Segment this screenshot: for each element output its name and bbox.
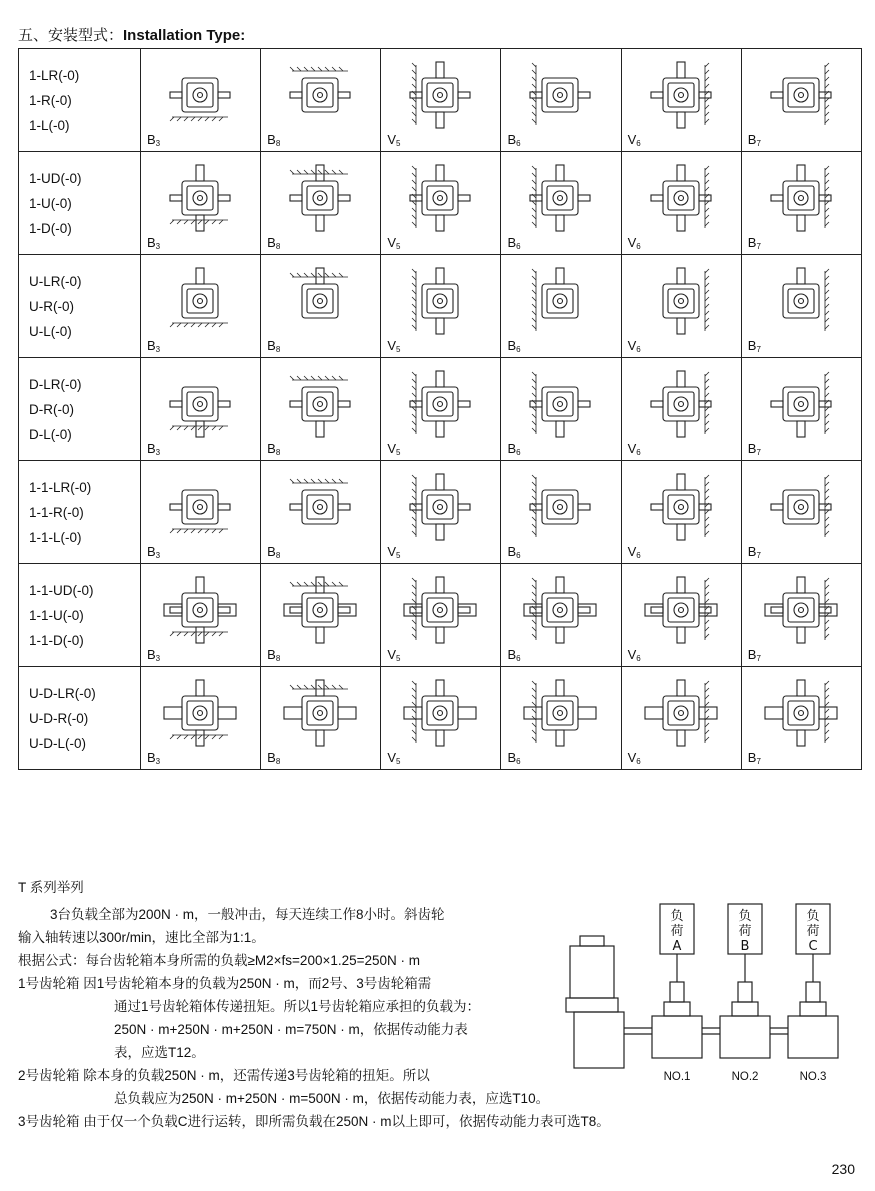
mounting-position-cell	[261, 667, 381, 770]
mounting-number: 6	[636, 757, 641, 766]
gearbox-mounting-drawing	[153, 158, 248, 236]
installation-code: 1-1-U(-0)	[29, 608, 84, 623]
mounting-number: 5	[395, 242, 401, 251]
installation-row-label	[19, 49, 141, 152]
mounting-number: 7	[756, 448, 761, 457]
gearbox-mounting-drawing	[754, 55, 849, 133]
mounting-position-cell	[381, 461, 501, 564]
gearbox-mounting-drawing	[153, 261, 248, 339]
mounting-number: 6	[516, 448, 521, 457]
mounting-number: 3	[155, 242, 161, 251]
mounting-position-code	[387, 132, 400, 147]
mounting-letter: V	[627, 235, 637, 250]
motor-head	[580, 936, 604, 946]
installation-code: U-D-LR(-0)	[29, 686, 96, 701]
mounting-position-cell	[261, 152, 381, 255]
mounting-letter: B	[267, 647, 276, 662]
gearbox-mounting-drawing	[273, 158, 368, 236]
mounting-position-cell	[621, 49, 741, 152]
mounting-letter: B	[507, 647, 517, 662]
gearbox-mounting-drawing	[634, 467, 729, 545]
mounting-position-cell	[381, 255, 501, 358]
example-line: 根据公式：每台齿轮箱本身所需的负载≥M2×fs=200×1.25=250N · m	[18, 953, 421, 968]
mounting-number: 8	[275, 242, 281, 251]
gearbox-mounting-drawing	[754, 570, 849, 648]
mounting-letter: B	[747, 235, 757, 250]
gearbox-mounting-drawing	[273, 364, 368, 442]
gearbox-mounting-drawing	[273, 55, 368, 133]
installation-code: 1-1-D(-0)	[29, 633, 84, 648]
mounting-letter: B	[147, 750, 156, 765]
mounting-position-cell	[261, 255, 381, 358]
installation-code: 1-1-UD(-0)	[29, 583, 94, 598]
mounting-number: 6	[516, 757, 521, 766]
load-a-char1: 负	[670, 909, 684, 924]
mounting-number: 6	[636, 448, 641, 457]
installation-code: 1-1-R(-0)	[29, 505, 84, 520]
gearbox-3-number: NO.3	[799, 1071, 827, 1083]
mounting-position-cell	[501, 358, 621, 461]
mounting-position-cell	[621, 667, 741, 770]
mounting-letter: B	[747, 132, 757, 147]
mounting-position-cell	[741, 152, 861, 255]
installation-code: 1-L(-0)	[29, 118, 70, 133]
mounting-letter: B	[507, 338, 517, 353]
mounting-letter: B	[507, 750, 517, 765]
gearbox-3	[788, 954, 838, 1058]
load-c-char2: 荷	[806, 924, 820, 939]
gearbox-1	[652, 954, 702, 1058]
mounting-position-code	[147, 338, 160, 353]
mounting-letter: B	[267, 750, 276, 765]
mounting-position-code	[267, 235, 280, 250]
mounting-position-code	[507, 441, 520, 456]
load-b-char1: 负	[738, 909, 752, 924]
mounting-letter: B	[507, 132, 517, 147]
mounting-letter: B	[507, 235, 517, 250]
mounting-position-code	[748, 647, 761, 662]
mounting-letter: V	[627, 647, 637, 662]
mounting-number: 6	[636, 654, 641, 663]
mounting-letter: B	[267, 132, 276, 147]
installation-row	[19, 255, 862, 358]
mounting-position-code	[748, 750, 761, 765]
mounting-number: 6	[636, 139, 641, 148]
gearbox-mounting-drawing	[513, 673, 608, 751]
mounting-letter: B	[267, 338, 276, 353]
gearbox-mounting-drawing	[513, 364, 608, 442]
heading-prefix: 五、安装型式：	[18, 27, 124, 44]
motor-gear	[574, 1012, 624, 1068]
mounting-position-code	[267, 544, 280, 559]
mounting-letter: B	[147, 647, 156, 662]
mounting-letter: V	[627, 441, 637, 456]
gearbox-mounting-drawing	[754, 467, 849, 545]
installation-row-label	[19, 358, 141, 461]
mounting-letter: B	[147, 441, 156, 456]
mounting-position-cell	[741, 564, 861, 667]
mounting-number: 7	[756, 654, 761, 663]
motor-base	[566, 998, 618, 1012]
mounting-letter: V	[387, 132, 396, 147]
mounting-position-cell	[621, 255, 741, 358]
mounting-letter: V	[387, 544, 396, 559]
mounting-number: 8	[275, 654, 281, 663]
mounting-position-cell	[621, 358, 741, 461]
mounting-position-code	[267, 338, 280, 353]
mounting-number: 3	[155, 551, 161, 560]
mounting-number: 5	[395, 139, 401, 148]
gearbox-mounting-drawing	[153, 673, 248, 751]
mounting-position-cell	[501, 49, 621, 152]
mounting-letter: B	[267, 235, 276, 250]
mounting-position-code	[628, 338, 641, 353]
gearbox-mounting-drawing	[634, 158, 729, 236]
mounting-letter: B	[147, 544, 156, 559]
mounting-position-cell	[381, 667, 501, 770]
mounting-number: 3	[155, 654, 161, 663]
mounting-letter: V	[627, 544, 637, 559]
mounting-position-code	[267, 132, 280, 147]
load-c-char1: 负	[806, 909, 820, 924]
mounting-position-cell	[381, 358, 501, 461]
example-line: 2号齿轮箱 除本身的负载250N · m，还需传递3号齿轮箱的扭矩。所以	[18, 1068, 430, 1083]
gearbox-mounting-drawing	[754, 158, 849, 236]
mounting-position-cell	[141, 461, 261, 564]
mounting-position-cell	[501, 667, 621, 770]
installation-code: 1-U(-0)	[29, 196, 72, 211]
mounting-position-code	[387, 441, 400, 456]
mounting-position-code	[748, 441, 761, 456]
motor-body	[570, 946, 614, 998]
example-line: 3号齿轮箱 由于仅一个负载C进行运转，即所需负载在250N · m以上即可，依据传动能力表可选T8。	[18, 1114, 610, 1129]
mounting-number: 7	[756, 551, 761, 560]
installation-row	[19, 564, 862, 667]
mounting-position-code	[387, 338, 400, 353]
mounting-number: 6	[516, 139, 521, 148]
example-line: 输入轴转速以300r/min，速比全部为1:1。	[18, 930, 265, 945]
installation-code: D-L(-0)	[29, 427, 72, 442]
mounting-position-cell	[621, 564, 741, 667]
example-line: 1号齿轮箱 因1号齿轮箱本身的负载为250N · m，而2号、3号齿轮箱需	[18, 976, 432, 991]
installation-type-table	[18, 48, 862, 770]
mounting-number: 3	[155, 345, 161, 354]
gearbox-mounting-drawing	[393, 467, 488, 545]
mounting-position-cell	[621, 152, 741, 255]
mounting-letter: V	[387, 647, 396, 662]
gearbox-mounting-drawing	[393, 261, 488, 339]
gearbox-mounting-drawing	[513, 158, 608, 236]
mounting-number: 6	[516, 654, 521, 663]
section-heading	[18, 24, 245, 45]
gearbox-mounting-drawing	[273, 261, 368, 339]
mounting-position-code	[507, 235, 520, 250]
mounting-letter: B	[507, 544, 517, 559]
mounting-letter: V	[387, 338, 396, 353]
installation-row-label	[19, 461, 141, 564]
mounting-number: 8	[275, 139, 281, 148]
installation-code: U-LR(-0)	[29, 274, 82, 289]
mounting-number: 7	[756, 757, 761, 766]
mounting-position-code	[748, 132, 761, 147]
gearbox-mounting-drawing	[393, 55, 488, 133]
gearbox-mounting-drawing	[634, 570, 729, 648]
mounting-position-code	[147, 750, 160, 765]
mounting-position-cell	[261, 564, 381, 667]
mounting-position-code	[267, 647, 280, 662]
gearbox-mounting-drawing	[634, 364, 729, 442]
mounting-position-code	[628, 647, 641, 662]
gearbox-mounting-drawing	[273, 673, 368, 751]
mounting-position-cell	[501, 564, 621, 667]
heading-english: Installation Type:	[123, 27, 246, 44]
gearbox-2	[720, 954, 770, 1058]
installation-code: 1-1-LR(-0)	[29, 480, 92, 495]
gearbox-mounting-drawing	[153, 570, 248, 648]
mounting-letter: V	[387, 441, 396, 456]
example-line: 3台负载全部为200N · m，一般冲击，每天连续工作8小时。斜齿轮	[50, 907, 445, 922]
mounting-letter: B	[147, 132, 156, 147]
mounting-position-cell	[141, 152, 261, 255]
gearbox-mounting-drawing	[393, 364, 488, 442]
installation-row-label	[19, 667, 141, 770]
gearbox-chain-diagram	[560, 898, 860, 1088]
installation-code: 1-D(-0)	[29, 221, 72, 236]
mounting-position-code	[507, 750, 520, 765]
mounting-number: 6	[516, 242, 521, 251]
gearbox-mounting-drawing	[634, 673, 729, 751]
mounting-position-code	[748, 338, 761, 353]
gearbox-mounting-drawing	[273, 467, 368, 545]
mounting-letter: B	[747, 544, 757, 559]
load-b-letter: B	[740, 939, 750, 954]
mounting-number: 8	[275, 448, 281, 457]
mounting-letter: B	[747, 441, 757, 456]
example-title: T 系列举列	[18, 880, 84, 895]
gearbox-mounting-drawing	[393, 570, 488, 648]
mounting-number: 5	[395, 757, 401, 766]
mounting-letter: B	[747, 647, 757, 662]
mounting-letter: B	[507, 441, 517, 456]
mounting-number: 5	[395, 551, 401, 560]
mounting-position-code	[628, 132, 641, 147]
example-line: 250N · m+250N · m+250N · m=750N · m，依据传动能力表	[114, 1022, 468, 1037]
gearbox-mounting-drawing	[754, 261, 849, 339]
gearbox-mounting-drawing	[153, 55, 248, 133]
mounting-number: 3	[155, 139, 161, 148]
mounting-position-cell	[501, 255, 621, 358]
mounting-position-cell	[741, 358, 861, 461]
load-a-char2: 荷	[670, 924, 684, 939]
gearbox-1-number: NO.1	[663, 1071, 691, 1083]
mounting-position-code	[387, 647, 400, 662]
mounting-number: 7	[756, 242, 761, 251]
mounting-number: 3	[155, 448, 161, 457]
installation-code: D-LR(-0)	[29, 377, 82, 392]
installation-row-label	[19, 255, 141, 358]
load-a-letter: A	[672, 939, 682, 954]
installation-row	[19, 667, 862, 770]
example-line: 总负载应为250N · m+250N · m=500N · m，依据传动能力表，应选T10。	[114, 1091, 550, 1106]
mounting-position-code	[507, 647, 520, 662]
mounting-position-cell	[141, 49, 261, 152]
gearbox-mounting-drawing	[634, 55, 729, 133]
mounting-position-cell	[381, 49, 501, 152]
gearbox-mounting-drawing	[513, 55, 608, 133]
installation-code: D-R(-0)	[29, 402, 74, 417]
mounting-position-code	[748, 235, 761, 250]
gearbox-mounting-drawing	[513, 467, 608, 545]
installation-code: U-R(-0)	[29, 299, 74, 314]
mounting-number: 8	[275, 345, 281, 354]
mounting-position-cell	[261, 49, 381, 152]
mounting-letter: B	[147, 338, 156, 353]
installation-code: 1-R(-0)	[29, 93, 72, 108]
mounting-letter: V	[627, 338, 637, 353]
mounting-number: 8	[275, 757, 281, 766]
mounting-number: 6	[636, 345, 641, 354]
gearbox-mounting-drawing	[513, 261, 608, 339]
page-number: 230	[831, 1161, 855, 1177]
installation-code: 1-UD(-0)	[29, 171, 82, 186]
example-line: 通过1号齿轮箱体传递扭矩。所以1号齿轮箱应承担的负载为：	[114, 999, 481, 1014]
installation-code: U-D-R(-0)	[29, 711, 89, 726]
mounting-position-code	[267, 750, 280, 765]
mounting-number: 6	[636, 551, 641, 560]
gearbox-mounting-drawing	[273, 570, 368, 648]
mounting-position-code	[507, 544, 520, 559]
mounting-position-code	[628, 544, 641, 559]
mounting-position-code	[628, 441, 641, 456]
mounting-position-cell	[621, 461, 741, 564]
example-section	[18, 876, 610, 1133]
mounting-position-code	[147, 647, 160, 662]
mounting-letter: V	[627, 132, 637, 147]
gearbox-mounting-drawing	[754, 673, 849, 751]
mounting-position-cell	[261, 461, 381, 564]
installation-row-label	[19, 564, 141, 667]
mounting-position-cell	[741, 667, 861, 770]
installation-row-label	[19, 152, 141, 255]
mounting-position-cell	[261, 358, 381, 461]
mounting-letter: B	[747, 750, 757, 765]
mounting-letter: B	[747, 338, 757, 353]
mounting-position-code	[628, 235, 641, 250]
gearbox-mounting-drawing	[153, 364, 248, 442]
mounting-number: 5	[395, 448, 401, 457]
mounting-position-code	[147, 235, 160, 250]
installation-row	[19, 358, 862, 461]
mounting-position-code	[147, 544, 160, 559]
installation-code: 1-1-L(-0)	[29, 530, 82, 545]
mounting-position-code	[267, 441, 280, 456]
load-b-char2: 荷	[738, 924, 752, 939]
mounting-number: 6	[516, 345, 521, 354]
gearbox-mounting-drawing	[513, 570, 608, 648]
gearbox-mounting-drawing	[393, 158, 488, 236]
installation-code: 1-LR(-0)	[29, 68, 80, 83]
gearbox-2-number: NO.2	[731, 1071, 759, 1083]
mounting-letter: V	[387, 235, 396, 250]
mounting-position-cell	[741, 255, 861, 358]
installation-row	[19, 152, 862, 255]
mounting-position-cell	[141, 358, 261, 461]
mounting-position-code	[628, 750, 641, 765]
mounting-position-cell	[501, 152, 621, 255]
mounting-position-code	[387, 544, 400, 559]
mounting-number: 8	[275, 551, 281, 560]
load-c-letter: C	[808, 939, 818, 954]
example-line: 表，应选T12。	[114, 1045, 205, 1060]
mounting-position-cell	[141, 667, 261, 770]
mounting-position-cell	[141, 255, 261, 358]
gearbox-mounting-drawing	[634, 261, 729, 339]
gearbox-mounting-drawing	[393, 673, 488, 751]
gearbox-mounting-drawing	[153, 467, 248, 545]
mounting-number: 7	[756, 345, 761, 354]
mounting-position-code	[147, 132, 160, 147]
mounting-position-cell	[501, 461, 621, 564]
mounting-position-cell	[741, 461, 861, 564]
installation-code: U-L(-0)	[29, 324, 72, 339]
mounting-number: 6	[636, 242, 641, 251]
mounting-position-code	[507, 132, 520, 147]
mounting-number: 7	[756, 139, 761, 148]
mounting-position-code	[748, 544, 761, 559]
mounting-position-cell	[381, 152, 501, 255]
mounting-number: 5	[395, 654, 401, 663]
mounting-position-cell	[741, 49, 861, 152]
mounting-number: 6	[516, 551, 521, 560]
mounting-letter: V	[627, 750, 637, 765]
installation-row	[19, 49, 862, 152]
mounting-position-code	[387, 235, 400, 250]
mounting-position-cell	[381, 564, 501, 667]
mounting-position-code	[387, 750, 400, 765]
mounting-position-code	[147, 441, 160, 456]
mounting-number: 5	[395, 345, 401, 354]
mounting-letter: B	[147, 235, 156, 250]
installation-code: U-D-L(-0)	[29, 736, 86, 751]
mounting-letter: B	[267, 544, 276, 559]
mounting-position-cell	[141, 564, 261, 667]
mounting-letter: B	[267, 441, 276, 456]
gearbox-mounting-drawing	[754, 364, 849, 442]
mounting-number: 3	[155, 757, 161, 766]
installation-row	[19, 461, 862, 564]
mounting-letter: V	[387, 750, 396, 765]
mounting-position-code	[507, 338, 520, 353]
